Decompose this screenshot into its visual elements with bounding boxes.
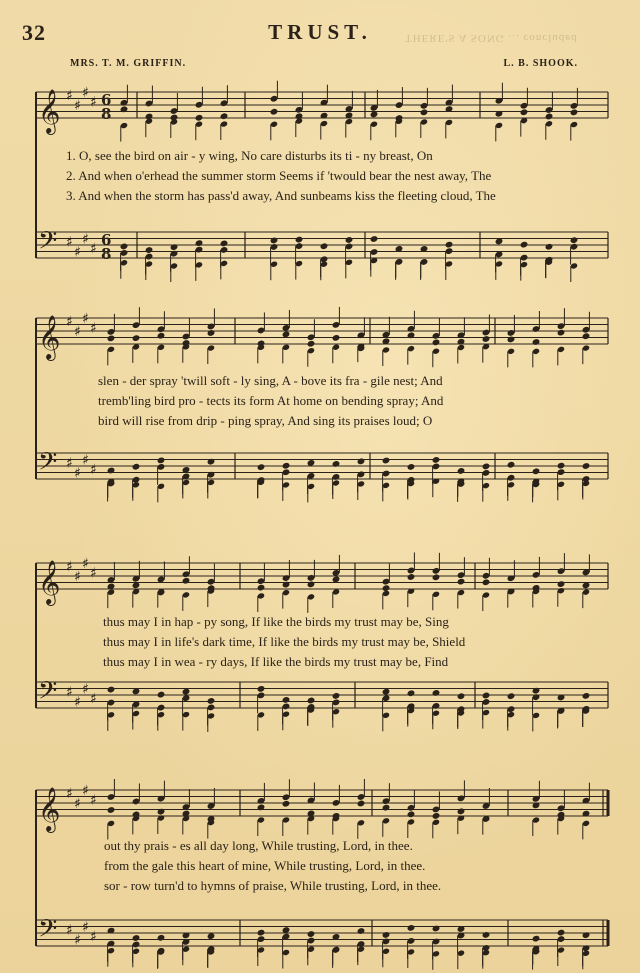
svg-text:♯: ♯ [66, 88, 73, 104]
lyric-line: 3. And when the storm has pass'd away, And sunbeams kiss the fleeting cloud, The [66, 188, 496, 203]
svg-text:♯: ♯ [66, 234, 73, 251]
bleed-through-text: THERE'S A SONG ... concluded [405, 32, 578, 44]
lyric-line: out thy prais - es all day long, While trusting, Lord, in thee. [104, 838, 413, 853]
svg-text:6: 6 [101, 231, 112, 249]
svg-text:𝄢: 𝄢 [38, 447, 58, 483]
svg-text:6: 6 [101, 91, 112, 109]
lyric-line: thus may I in life's dark time, If like the birds my trust may be, Shield [103, 634, 466, 649]
svg-text:𝄞: 𝄞 [38, 787, 61, 831]
svg-text:♯: ♯ [66, 559, 73, 575]
svg-text:♯: ♯ [82, 555, 89, 572]
svg-text:♯: ♯ [74, 568, 81, 585]
svg-text:♯: ♯ [90, 691, 97, 707]
svg-text:♯: ♯ [74, 323, 81, 340]
svg-text:𝄞: 𝄞 [38, 315, 61, 359]
svg-text:♯: ♯ [74, 97, 81, 114]
svg-text:♯: ♯ [82, 310, 89, 327]
page-number: 32 [22, 20, 46, 45]
note-heads [107, 81, 591, 970]
lyric-line: slen - der spray 'twill soft - ly sing, A - bove its fra - gile nest; And [98, 373, 443, 388]
svg-text:♯: ♯ [74, 795, 81, 812]
svg-text:♯: ♯ [74, 932, 81, 949]
svg-text:♯: ♯ [90, 241, 97, 257]
lyric-line: from the gale this heart of mine, While trusting, Lord, in thee. [104, 858, 426, 873]
svg-text:8: 8 [101, 245, 112, 263]
lyric-line: sor - row turn'd to hymns of praise, While trusting, Lord, in thee. [104, 878, 442, 893]
svg-text:♯: ♯ [66, 455, 73, 472]
svg-text:♯: ♯ [90, 792, 97, 809]
lyric-line: tremb'ling bird pro - tects its form At home on bending spray; And [98, 393, 444, 408]
svg-text:♯: ♯ [90, 94, 97, 111]
svg-text:♯: ♯ [66, 314, 73, 330]
svg-text:♯: ♯ [74, 694, 81, 711]
svg-text:𝄢: 𝄢 [38, 226, 58, 262]
svg-text:♯: ♯ [66, 922, 73, 939]
svg-text:♯: ♯ [90, 929, 97, 945]
song-title: TRUST. [268, 20, 372, 44]
svg-text:𝄢: 𝄢 [38, 676, 58, 712]
svg-text:♯: ♯ [66, 786, 73, 802]
svg-text:𝄞: 𝄞 [38, 560, 61, 604]
composer-credit: L. B. SHOOK. [503, 58, 578, 69]
svg-text:♯: ♯ [90, 462, 97, 478]
svg-text:♯: ♯ [74, 244, 81, 261]
lyricist-credit: MRS. T. M. GRIFFIN. [70, 58, 187, 69]
clef-symbols [38, 85, 97, 950]
svg-text:♯: ♯ [66, 684, 73, 701]
svg-text:♯: ♯ [82, 84, 89, 101]
svg-text:8: 8 [101, 105, 112, 123]
svg-text:♯: ♯ [82, 782, 89, 799]
svg-text:♯: ♯ [74, 465, 81, 482]
lyric-line: 2. And when o'erhead the summer storm Seems if 'twould bear the nest away, The [66, 168, 492, 183]
svg-text:𝄢: 𝄢 [38, 914, 58, 950]
svg-text:♯: ♯ [90, 320, 97, 337]
svg-text:♯: ♯ [82, 919, 89, 936]
lyric-line: bird will rise from drip - ping spray, And sing its praises loud; O [98, 413, 433, 428]
lyric-line: thus may I in wea - ry days, If like the birds my trust may be, Find [103, 654, 449, 669]
lyric-line: thus may I in hap - py song, If like the birds my trust may be, Sing [103, 614, 449, 629]
svg-text:♯: ♯ [82, 452, 89, 469]
svg-text:♯: ♯ [82, 231, 89, 248]
svg-text:𝄞: 𝄞 [38, 89, 61, 133]
svg-text:♯: ♯ [90, 565, 97, 582]
svg-text:♯: ♯ [82, 681, 89, 698]
lyric-line: 1. O, see the bird on air - y wing, No care disturbs its ti - ny breast, On [66, 148, 433, 163]
staff-lines [36, 92, 608, 949]
